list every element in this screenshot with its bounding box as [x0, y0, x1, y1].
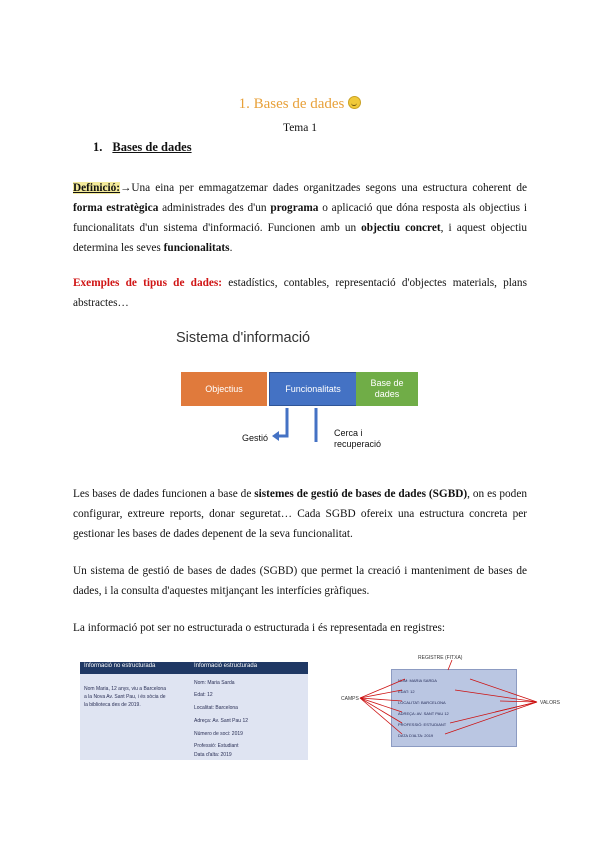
sgbd-paragraph: Les bases de dades funcionen a base de sistemes de gestió de bases de dades (SGBD), on es poden configurar, extreure reports, donar seguretat… Cada SGBD ofereix una estructura concreta per gestionar les bases de dades depenent de la seva funcionalitat.	[73, 488, 527, 540]
label-gestio: Gestió	[242, 433, 269, 443]
box-base-de-dades: Base de dades	[356, 372, 418, 406]
smiley-icon	[348, 96, 361, 109]
branch-arrows	[270, 406, 330, 446]
box-funcionalitats: Funcionalitats	[269, 372, 357, 406]
box-objectius: Objectius	[181, 372, 267, 406]
fields-label: CAMPS	[341, 696, 359, 702]
examples-paragraph: Exemples de tipus de dades: estadístics, contables, representació d'objectes materials, plans abstractes…	[73, 277, 527, 309]
record-label: REGISTRE (FITXA)	[418, 655, 463, 661]
examples-label: Exemples de tipus de dades:	[73, 277, 223, 289]
values-label: VALORS	[540, 700, 560, 706]
page-title: 1. Bases de dades	[0, 96, 600, 113]
arrow-left-icon	[272, 431, 279, 441]
table-header: Informació no estructurada Informació estructurada	[80, 662, 308, 674]
definition-paragraph: Definició:→Una eina per emmagatzemar dades organitzades segons una estructura coherent de forma estratègica administrades des d'un programa o aplicació que dóna resposta als objectius i funcionalitats d'un sistema d'informació. Funcionen amb un objectiu concret, i aquest objectiu determina les seves funcionalitats.	[73, 182, 527, 254]
section-heading: 1. Bases de dades	[93, 140, 192, 154]
record-connector-lines	[330, 650, 560, 760]
label-cerca: Cerca i recuperació	[334, 428, 382, 449]
info-table: Informació no estructurada Informació estructurada Nom Maria, 12 anys, viu a Barcelona a la Nova Av. Sant Pau, i és sòcia de la biblioteca des de 2019. Nom: Maria Sarda Edat: 12 Localitat: Barcelona Adreça: Av. Sant Pau 12 Número de soci: 2019 Professió: Estudiant Data d'alta: 2019	[80, 662, 308, 760]
sgbd-paragraph-2: Un sistema de gestió de bases de dades (SGBD) que permet la creació i manteniment de bases de dades, i la consulta d'aquestes mitjançant les interfícies gràfiques.	[73, 565, 527, 597]
record-card: NOM: MARIA SARDA EDAT: 12 LOCALITAT: BARCELONA ADREÇA: AV. SANT PAU 12 PROFESSIÓ: ESTUDIANT DATA D'ALTA: 2019	[391, 669, 517, 747]
subtitle: Tema 1	[282, 122, 317, 134]
diagram-title: Sistema d'informació	[176, 330, 311, 346]
info-paragraph: La informació pot ser no estructurada o estructurada i és representada en registres:	[73, 622, 446, 634]
definition-label: Definició:	[73, 182, 121, 194]
